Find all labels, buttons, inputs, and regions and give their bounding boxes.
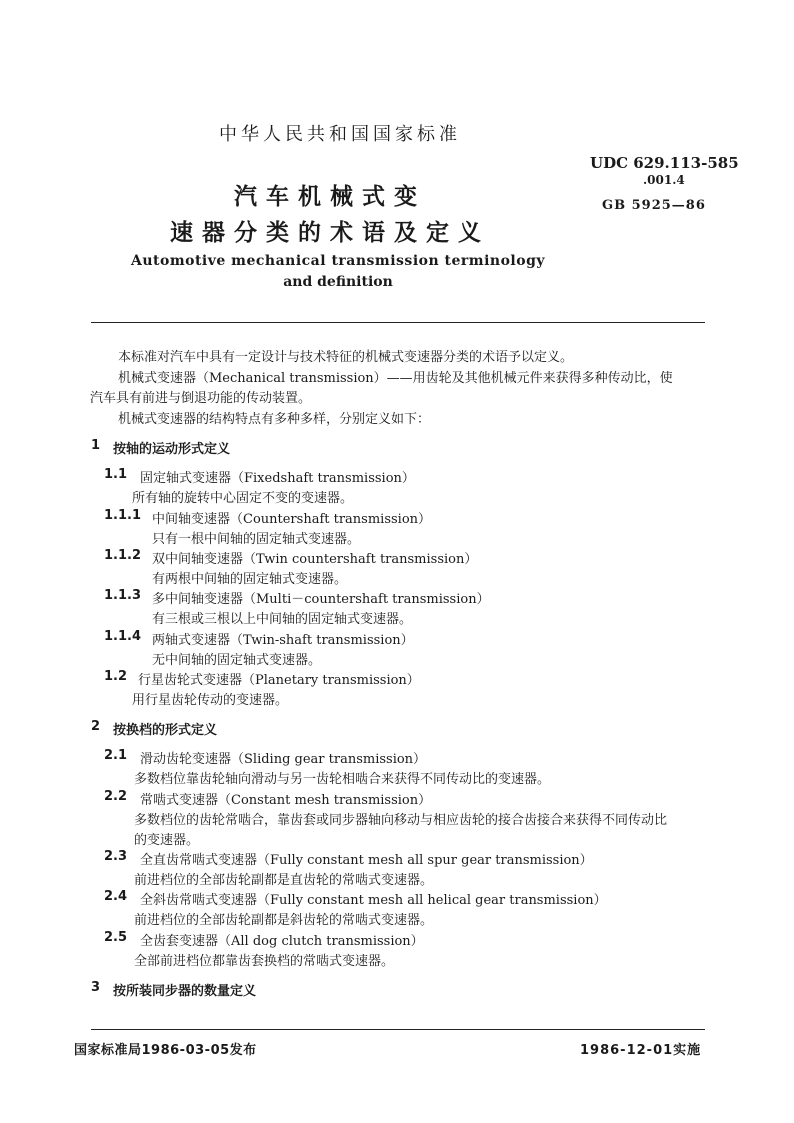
clause-term: 双中间轴变速器（Twin countershaft transmission）	[152, 552, 478, 567]
udc-code-suffix: .001.4	[643, 173, 685, 187]
clause-term: 行星齿轮式变速器（Planetary transmission）	[138, 673, 420, 688]
clause-term: 两轴式变速器（Twin-shaft transmission）	[152, 633, 414, 648]
clause-number: 1.1.4	[104, 629, 142, 644]
clause-definition: 用行星齿轮传动的变速器。	[132, 693, 289, 708]
clause-definition: 多数档位靠齿轮轴向滑动与另一齿轮相啮合来获得不同传动比的变速器。	[134, 772, 551, 787]
clause-definition: 前进档位的全部齿轮副都是斜齿轮的常啮式变速器。	[134, 913, 434, 928]
clause-number: 1.1.2	[104, 548, 142, 563]
clause-number: 1.1	[104, 467, 128, 482]
section-number: 2	[91, 719, 101, 734]
clause-number: 2.5	[104, 930, 128, 945]
section-title: 按换档的形式定义	[113, 723, 218, 738]
clause-number: 1.1.3	[104, 588, 142, 603]
clause-number: 1.1.1	[104, 508, 142, 523]
section-title: 按所装同步器的数量定义	[113, 984, 257, 999]
clause-number: 2.2	[104, 789, 128, 804]
clause-definition: 前进档位的全部齿轮副都是直齿轮的常啮式变速器。	[134, 873, 434, 888]
effective-date: 1986-12-01实施	[580, 1043, 702, 1058]
clause-number: 2.4	[104, 889, 128, 904]
intro-paragraph-2-cont: 汽车具有前进与倒退功能的传动装置。	[90, 391, 312, 406]
clause-definition-cont: 的变速器。	[134, 833, 200, 848]
clause-term: 中间轴变速器（Countershaft transmission）	[152, 512, 432, 527]
header-divider	[91, 322, 705, 323]
english-title-line1: Automotive mechanical transmission terminology	[130, 253, 546, 269]
clause-definition: 多数档位的齿轮常啮合，靠齿套或同步器轴向移动与相应齿轮的接合齿接合来获得不同传动比	[134, 813, 668, 828]
clause-definition: 无中间轴的固定轴式变速器。	[152, 653, 322, 668]
clause-definition: 全部前进档位都靠齿套换档的常啮式变速器。	[134, 954, 395, 969]
clause-term: 全斜齿常啮式变速器（Fully constant mesh all helical gear transmission）	[140, 893, 607, 908]
clause-term: 全齿套变速器（All dog clutch transmission）	[140, 934, 424, 949]
section-number: 3	[91, 980, 101, 995]
intro-paragraph-1: 本标准对汽车中具有一定设计与技术特征的机械式变速器分类的术语予以定义。	[118, 350, 574, 365]
intro-paragraph-3: 机械式变速器的结构特点有多种多样，分别定义如下：	[118, 412, 431, 427]
issue-date: 国家标准局1986-03-05发布	[74, 1043, 257, 1058]
english-title-line2: and definition	[283, 274, 393, 290]
udc-code: UDC 629.113-585	[590, 154, 739, 172]
clause-definition: 有三根或三根以上中间轴的固定轴式变速器。	[152, 612, 413, 627]
section-title: 按轴的运动形式定义	[113, 442, 231, 457]
intro-paragraph-2: 机械式变速器（Mechanical transmission）——用齿轮及其他机械元件来获得多种传动比，使	[118, 371, 673, 386]
clause-number: 2.1	[104, 748, 128, 763]
footer-divider	[91, 1029, 705, 1030]
issuing-authority-heading: 中华人民共和国国家标准	[219, 124, 461, 145]
clause-term: 固定轴式变速器（Fixedshaft transmission）	[140, 471, 415, 486]
clause-definition: 所有轴的旋转中心固定不变的变速器。	[132, 491, 354, 506]
clause-number: 2.3	[104, 849, 128, 864]
document-title-line1: 汽车机械式变	[234, 183, 426, 210]
clause-definition: 只有一根中间轴的固定轴式变速器。	[152, 532, 361, 547]
gb-standard-number: GB 5925—86	[602, 198, 706, 213]
clause-term: 常啮式变速器（Constant mesh transmission）	[140, 793, 432, 808]
clause-definition: 有两根中间轴的固定轴式变速器。	[152, 572, 348, 587]
document-title-line2: 速器分类的术语及定义	[170, 219, 490, 246]
clause-term: 滑动齿轮变速器（Sliding gear transmission）	[140, 752, 427, 767]
clause-number: 1.2	[104, 669, 128, 684]
section-number: 1	[91, 438, 101, 453]
clause-term: 全直齿常啮式变速器（Fully constant mesh all spur gear transmission）	[140, 853, 593, 868]
clause-term: 多中间轴变速器（Multi－countershaft transmission）	[152, 592, 490, 607]
